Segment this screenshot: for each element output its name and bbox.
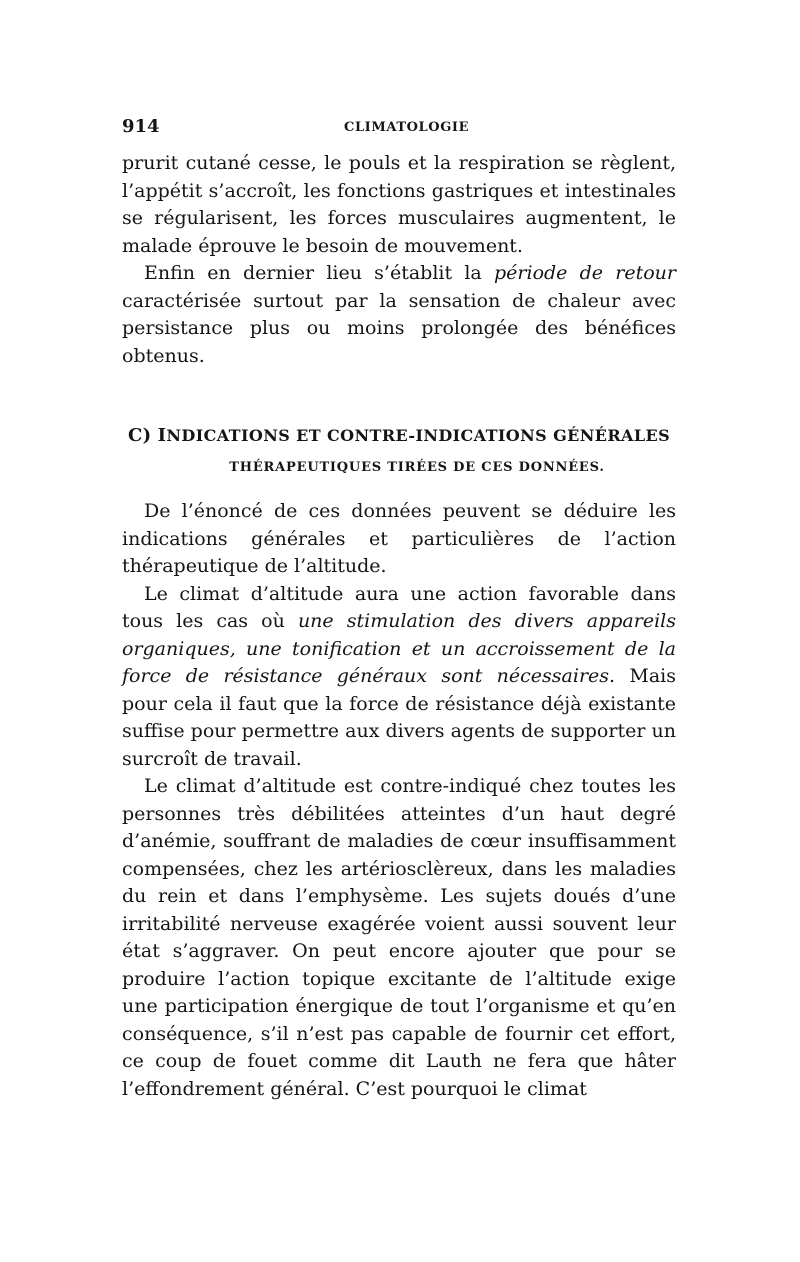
paragraph-2-text-b: caractérisée surtout par la sensation de chaleur avec persistance plus ou moins prolongée des bénéfices obtenus. [122,289,676,367]
section-title-initial: I [157,425,167,446]
paragraph-2-italic: période de retour [494,262,676,284]
paragraph-4 [122,581,676,774]
paragraph-4-text-b: Mais pour cela il faut que la force de résistance déjà existante suffise pour permettre aux divers agents de supporter un surcroît de travail. [122,665,676,770]
section-letter: C) [127,425,152,446]
running-title: CLIMATOLOGIE [344,120,470,135]
section-heading [122,420,676,484]
paragraph-4-italic: une stimulation des divers appareils organiques, une tonification et un accroissement de la force de résistance généraux sont nécessaires. [122,610,676,687]
book-page [122,112,676,1103]
paragraph-2 [122,260,676,370]
paragraph-1 [122,150,676,260]
paragraph-5-text: Le climat d’altitude est contre-indiqué chez toutes les personnes très débilitées atteintes d’un haut degré d’anémie, souffrant de maladies de cœur insuffisamment compensées, chez les artériosclèreux, dans les maladies du rein et dans l’emphysème. Les sujets doués d’une irritabilité nerveuse exagérée voient aussi souvent leur état s’aggraver. On peut encore ajouter que pour se produire l’action topique excitante de l’altitude exige une participation énergique de tout l’organisme et qu’en conséquence, s’il n’est pas capable de fournir cet effort, ce coup de fouet comme dit Lauth ne fera que hâter l’effondrement général. C’est pourquoi le climat [122,775,676,1100]
paragraph-2-text-a: Enfin en dernier lieu s’établit la [144,262,494,284]
paragraph-3-text: De l’énoncé de ces données peuvent se déduire les indications générales et particulières de l’action thérapeutique de l’altitude. [122,500,676,577]
section-heading-line1 [122,420,676,452]
paragraph-3 [122,498,676,581]
paragraph-5 [122,773,676,1103]
page-header [122,112,676,142]
section-title-line1: NDICATIONS ET CONTRE-INDICATIONS GÉNÉRALES [166,426,671,445]
paragraph-4-text-a: Le climat d’altitude aura une action favorable dans tous les cas où [122,582,676,632]
page-number: 914 [122,116,160,137]
paragraph-1-text: prurit cutané cesse, le pouls et la respiration se règlent, l’appétit s’accroît, les fonctions gastriques et intestinales se régularisent, les forces musculaires augmentent, le malade éprouve le besoin de mouvement. [122,152,676,257]
section-heading-line2: THÉRAPEUTIQUES TIRÉES DE CES DONNÉES. [229,460,605,475]
